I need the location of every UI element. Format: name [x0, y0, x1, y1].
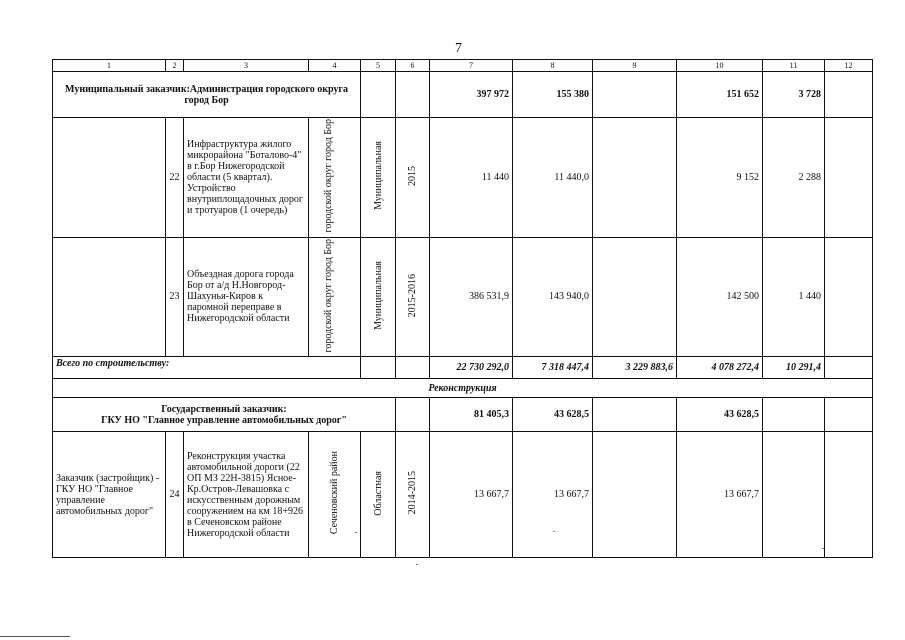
row-c8: 13 667,7 — [513, 432, 593, 558]
period: 2014-2015 — [407, 471, 418, 515]
row-c8: 143 940,0 — [513, 237, 593, 357]
row-c10: 142 500 — [677, 237, 763, 357]
col-num-1: 1 — [53, 60, 166, 72]
col-num-12: 12 — [825, 60, 873, 72]
row-c11: 2 288 — [763, 118, 825, 238]
column-number-row — [53, 60, 873, 72]
col-num-6: 6 — [396, 60, 430, 72]
scan-speck — [553, 531, 555, 532]
object-location: городской округ город Бор — [322, 238, 334, 353]
col-num-4: 4 — [309, 60, 361, 72]
row-c7: 386 531,9 — [430, 237, 513, 357]
row-c10: 13 667,7 — [677, 432, 763, 558]
total-c8: 7 318 447,4 — [513, 357, 593, 379]
total-c9: 3 229 883,6 — [593, 357, 677, 379]
total-c11: 10 291,4 — [763, 357, 825, 379]
col-num-3: 3 — [184, 60, 309, 72]
total-c10: 4 078 272,4 — [677, 357, 763, 379]
state-customer-title-line1: Государственный заказчик: — [161, 403, 287, 415]
col-num-9: 9 — [593, 60, 677, 72]
scan-speck — [355, 532, 357, 533]
col-num-7: 7 — [430, 60, 513, 72]
row-c8: 11 440,0 — [513, 118, 593, 238]
col-num-10: 10 — [677, 60, 763, 72]
object-name: Объездная дорога города Бор от а/д Н.Новгород-Шахунья-Киров к паромной переправе в Нижегородской области — [184, 237, 309, 357]
customer-developer: Заказчик (застройщик) - ГКУ НО "Главное управление автомобильных дорог" — [53, 432, 166, 558]
row-c7: 13 667,7 — [430, 432, 513, 558]
muni-c7: 397 972 — [430, 72, 513, 118]
total-row — [53, 357, 873, 379]
construction-table — [52, 59, 873, 558]
col-num-11: 11 — [763, 60, 825, 72]
object-location: Сеченовский район — [329, 451, 340, 535]
col-num-2: 2 — [166, 60, 184, 72]
table-row — [53, 118, 873, 238]
row-number: 23 — [166, 237, 184, 357]
muni-customer-title: Муниципальный заказчик:Администрация городского округа город Бор — [53, 72, 361, 118]
period: 2015 — [407, 165, 418, 186]
table-row — [53, 237, 873, 357]
object-location: городской округ город Бор — [322, 119, 334, 233]
muni-customer-row — [53, 72, 873, 118]
ownership-type: Муниципальная — [372, 141, 384, 211]
state-c7: 81 405,3 — [430, 398, 513, 432]
ownership-type: Областная — [372, 470, 384, 516]
footnote-separator — [0, 636, 70, 637]
muni-c10: 151 652 — [677, 72, 763, 118]
state-c8: 43 628,5 — [513, 398, 593, 432]
row-number: 24 — [166, 432, 184, 558]
row-c10: 9 152 — [677, 118, 763, 238]
object-name: Реконструкция участка автомобильной дороги (22 ОП МЗ 22Н-3815) Ясное-Кр.Остров-Левашовка с искусственным дорожным сооружением на км 18+926 в Сеченовском районе Нижегородской области — [184, 432, 309, 558]
total-c7: 22 730 292,0 — [430, 357, 513, 379]
object-name: Инфраструктура жилого микрорайона "Боталово-4" в г.Бор Нижегородской области (5 квартал). Устройство внутриплощадочных дорог и тротуаров (1 очередь) — [184, 118, 309, 238]
state-c10: 43 628,5 — [677, 398, 763, 432]
state-customer-row — [53, 398, 873, 432]
table-row — [53, 432, 873, 558]
scan-speck — [822, 548, 824, 549]
section-row — [53, 379, 873, 398]
total-label: Всего по строительству: — [53, 357, 361, 379]
state-customer-title-line2: ГКУ НО "Главное управление автомобильных дорог" — [101, 414, 347, 426]
scan-speck — [416, 564, 418, 565]
row-c11: 1 440 — [763, 237, 825, 357]
row-number: 22 — [166, 118, 184, 238]
col-num-5: 5 — [361, 60, 396, 72]
muni-c8: 155 380 — [513, 72, 593, 118]
period: 2015-2016 — [407, 273, 418, 317]
ownership-type: Муниципальная — [372, 260, 384, 330]
col-num-8: 8 — [513, 60, 593, 72]
section-title: Реконструкция — [53, 379, 873, 398]
state-customer-title — [53, 398, 396, 432]
muni-c11: 3 728 — [763, 72, 825, 118]
row-c7: 11 440 — [430, 118, 513, 238]
page-number: 7 — [455, 41, 462, 56]
